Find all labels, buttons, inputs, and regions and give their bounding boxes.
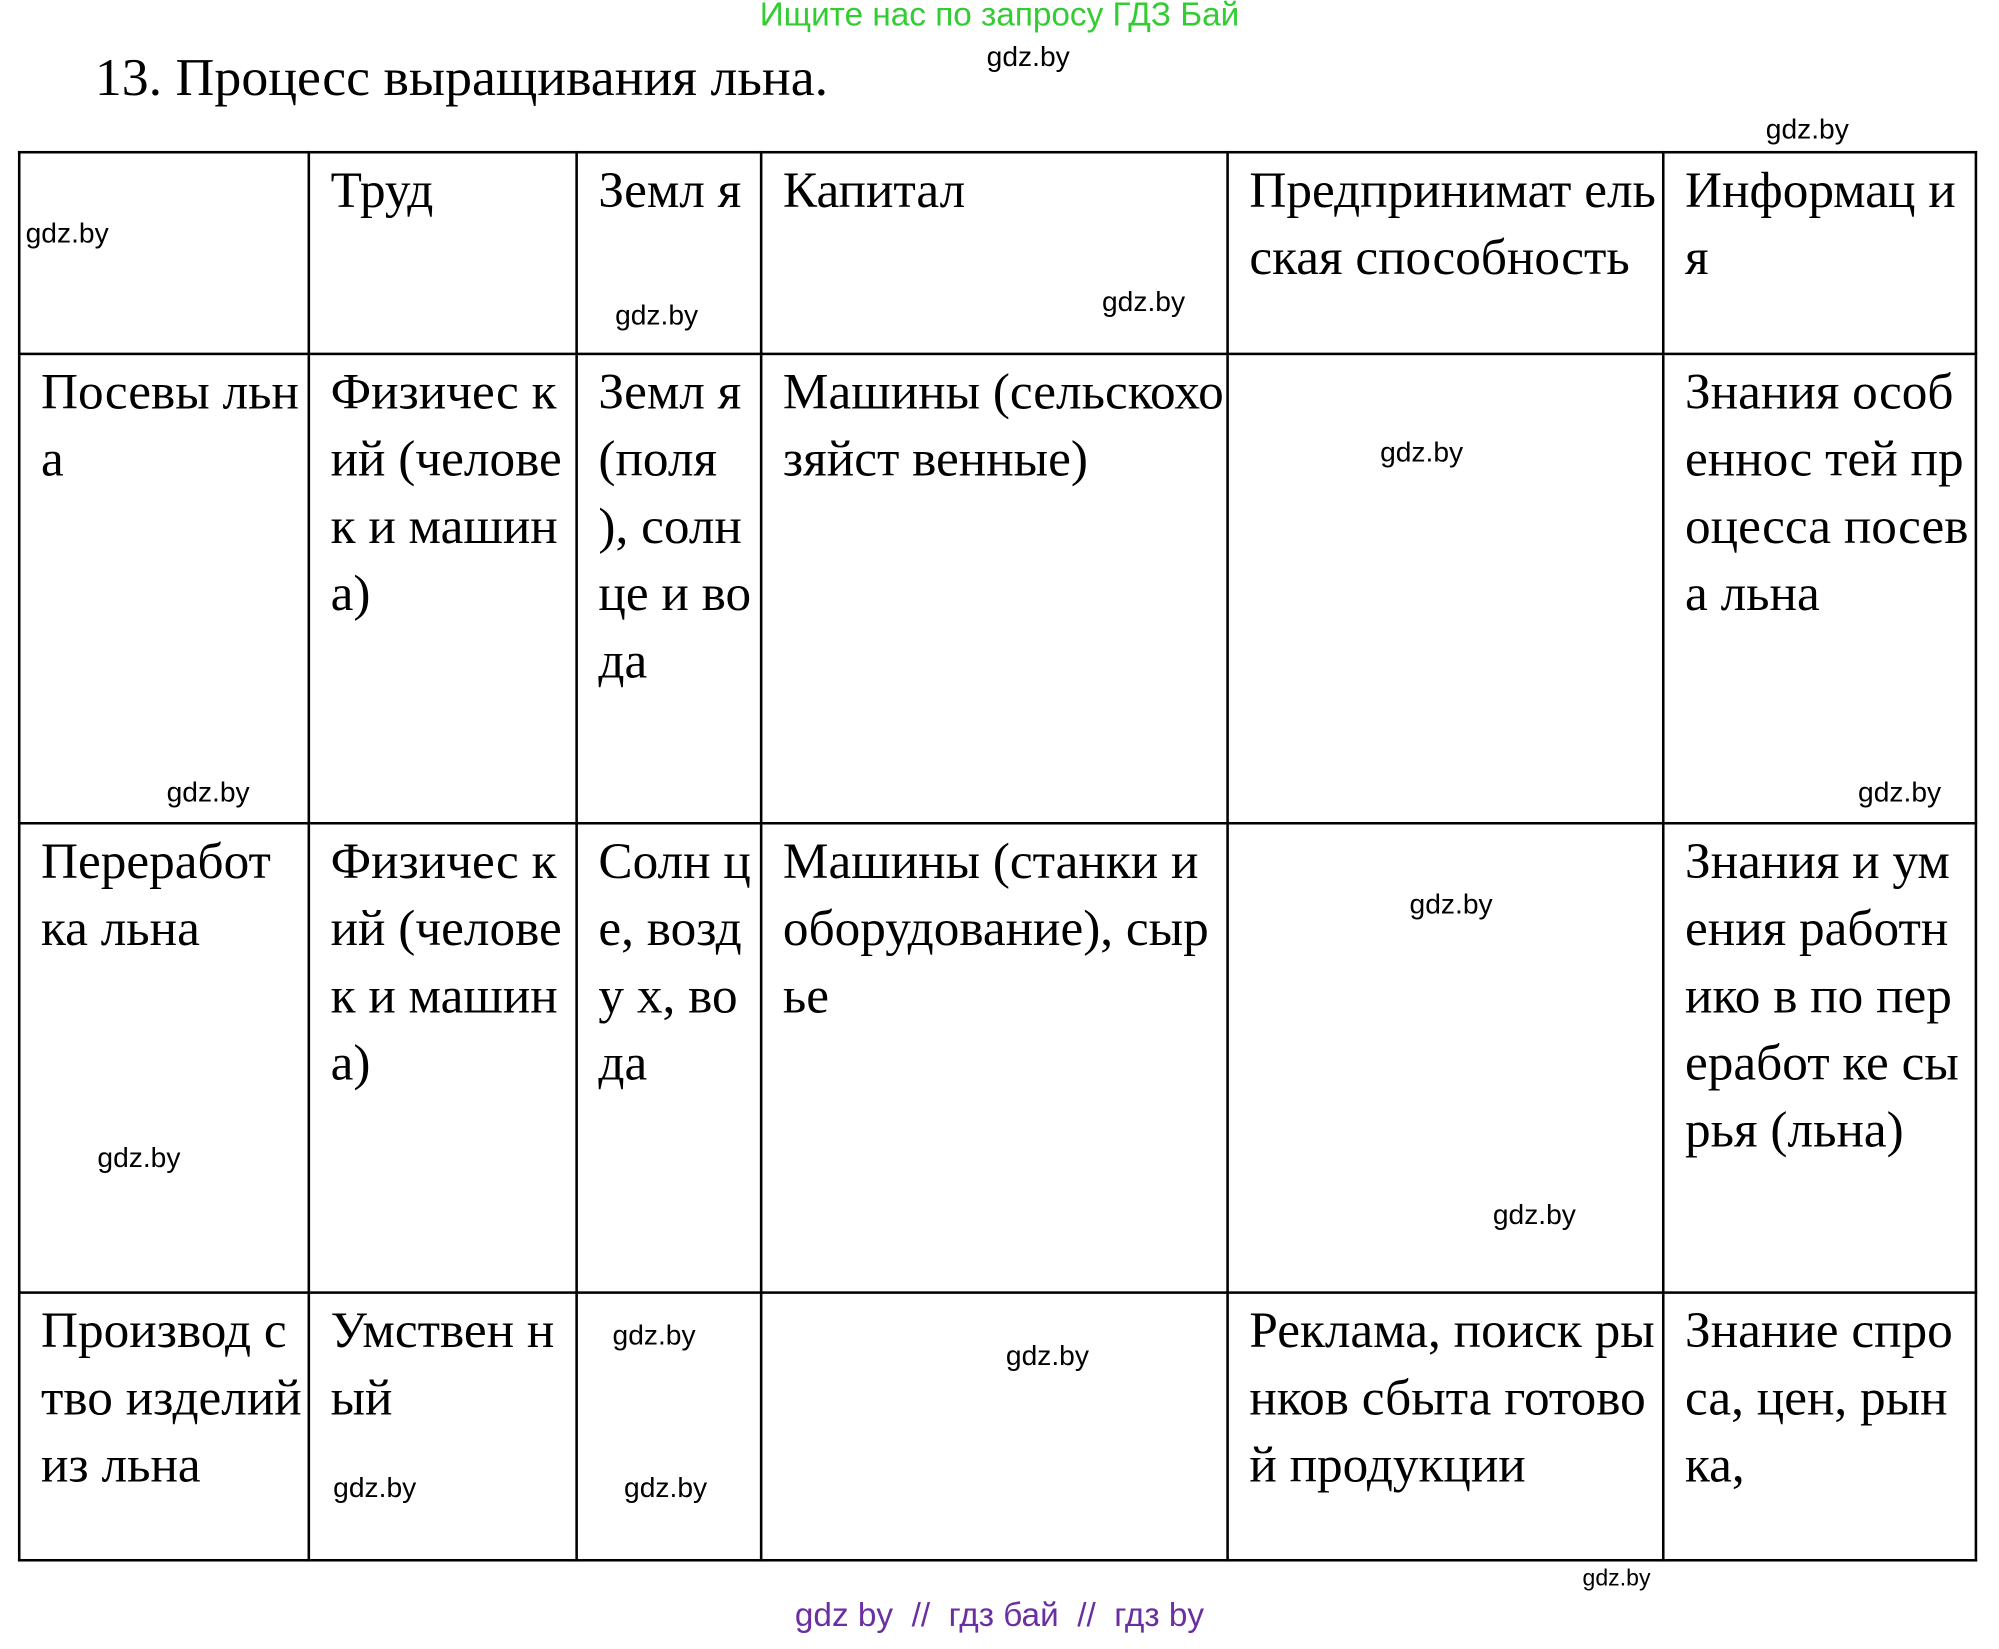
header-cell (19, 152, 309, 354)
table-cell: Физичес кий (человек и машина) (309, 354, 577, 823)
table-cell: Знание спроса, цен, рынка, (1663, 1293, 1976, 1561)
page-title: 13. Процесс выращивания льна. (94, 49, 829, 108)
watermark: gdz.by (615, 299, 699, 332)
table-cell: Производ ство изделий из льна (19, 1293, 309, 1561)
watermark: gdz.by (1005, 1339, 1089, 1372)
watermark: gdz.by (25, 216, 109, 249)
watermark: gdz.by (1582, 1565, 1651, 1591)
table-cell: Умствен ный (309, 1293, 577, 1561)
factors-table (18, 151, 1977, 1562)
table-cell: Машины (станки и оборудование), сырье (761, 823, 1227, 1292)
watermark: gdz.by (986, 40, 1070, 73)
watermark: gdz.by (1492, 1198, 1576, 1231)
watermark: gdz.by (1102, 285, 1186, 318)
header-cell: Информац ия (1663, 152, 1976, 354)
watermark: gdz.by (1858, 776, 1942, 809)
watermark: gdz.by (1765, 112, 1849, 145)
table-cell: Переработ ка льна (19, 823, 309, 1292)
table-cell: Земл я (поля ), солн це и вода (577, 354, 762, 823)
table-cell (1228, 354, 1664, 823)
table-row (19, 823, 1976, 1292)
table-row (19, 354, 1976, 823)
table-cell: Посевы льна (19, 354, 309, 823)
table-cell: Знания особеннос тей процесса посева льна (1663, 354, 1976, 823)
table-cell: Машины (сельскохозяйст венные) (761, 354, 1227, 823)
search-banner: Ищите нас по запросу ГДЗ Бай (759, 0, 1240, 33)
watermark: gdz.by (1380, 436, 1464, 469)
table-cell (761, 1293, 1227, 1561)
table-row (19, 1293, 1976, 1561)
watermark: gdz.by (166, 776, 250, 809)
watermark: gdz.by (612, 1319, 696, 1351)
table-cell: Физичес кий (человек и машина) (309, 823, 577, 1292)
table-cell: Солн це, возду х, вода (577, 823, 762, 1292)
table-header-row (19, 152, 1976, 354)
watermark: gdz.by (333, 1471, 417, 1504)
header-cell: Земл я (577, 152, 762, 354)
footer-links: gdz by // гдз бай // гдз by (794, 1595, 1205, 1634)
watermark: gdz.by (1409, 887, 1493, 920)
header-cell: Труд (309, 152, 577, 354)
header-cell: Капитал (761, 152, 1227, 354)
watermark: gdz.by (624, 1471, 708, 1504)
table-cell: Знания и умения работнико в по переработ ке сырья (льна) (1663, 823, 1976, 1292)
table-cell: Реклама, поиск рынков сбыта готовой продукции (1228, 1293, 1664, 1561)
watermark: gdz.by (97, 1141, 181, 1174)
header-cell: Предпринимат ельская способность (1228, 152, 1664, 354)
